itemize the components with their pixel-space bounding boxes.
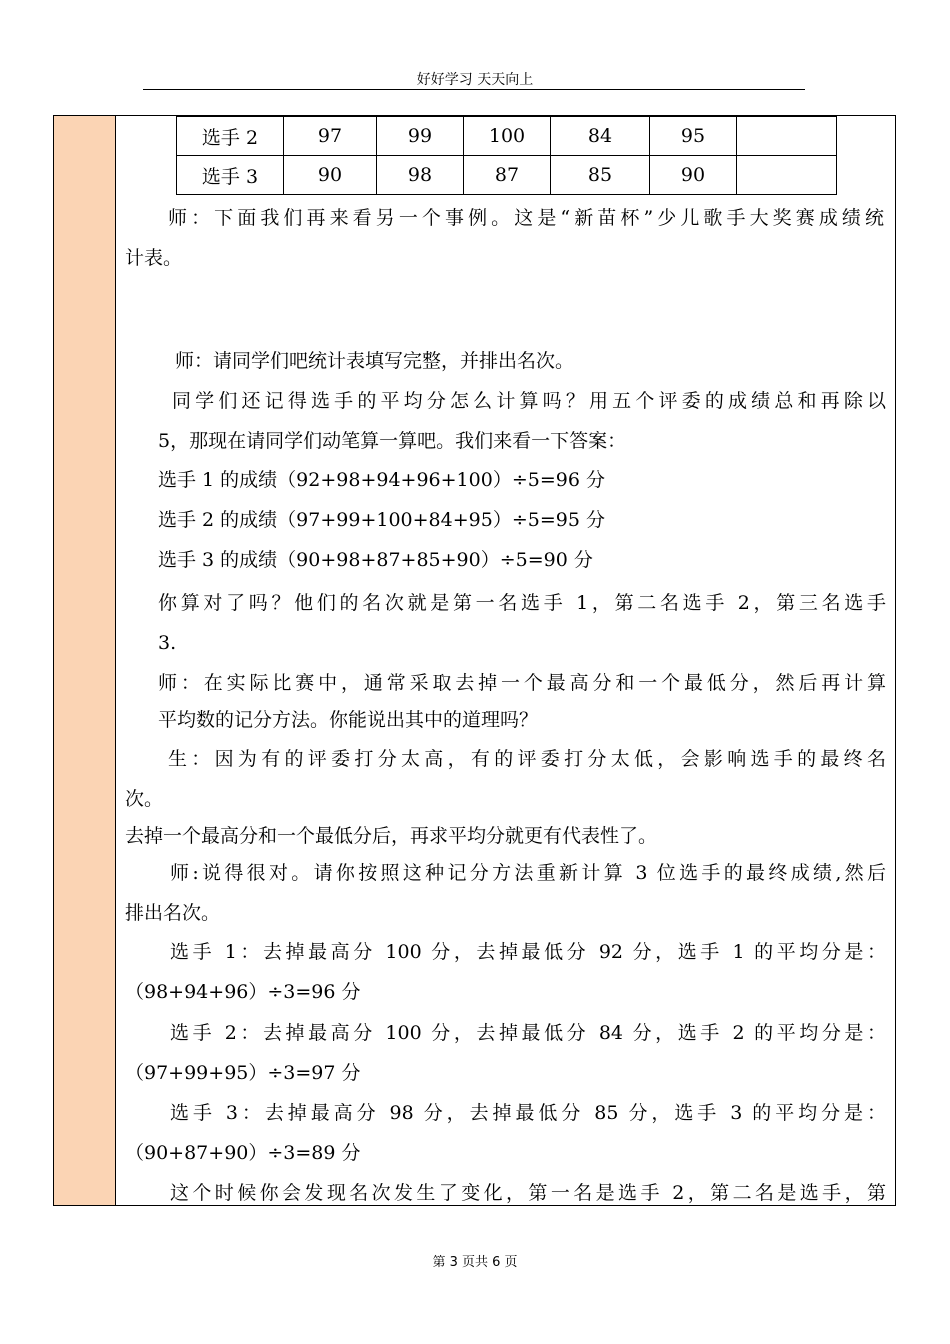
page-header-title: 好好学习 天天向上 <box>416 72 534 88</box>
paragraph-line: 5，那现在请同学们动笔算一算吧。我们来看一下答案： <box>158 430 627 452</box>
calculation-line: 选手 2 的成绩（97+99+100+84+95）÷5=95 分 <box>158 509 605 531</box>
paragraph-line: 生：因为有的评委打分太高，有的评委打分太低，会影响选手的最终名 <box>168 748 886 770</box>
paragraph-line: 同学们还记得选手的平均分怎么计算吗？用五个评委的成绩总和再除以 <box>172 390 886 412</box>
paragraph-line: 这个时候你会发现名次发生了变化，第一名是选手 2，第二名是选手，第 <box>170 1182 886 1204</box>
paragraph-line: （97+99+95）÷3=97 分 <box>125 1062 361 1084</box>
page-number: 第 3 页共 6 页 <box>432 1255 518 1270</box>
row-label: 选手 2 <box>177 117 284 156</box>
paragraph-line: 计表。 <box>125 247 183 269</box>
paragraph-line: 3. <box>158 632 177 654</box>
table-cell <box>737 156 837 195</box>
table-cell: 98 <box>377 156 464 195</box>
table-cell: 90 <box>650 156 737 195</box>
table-cell <box>737 117 837 156</box>
paragraph-line: 选手 1：去掉最高分 100 分，去掉最低分 92 分，选手 1 的平均分是： <box>170 941 886 963</box>
paragraph-line: 选手 3：去掉最高分 98 分，去掉最低分 85 分，选手 3 的平均分是： <box>170 1102 886 1124</box>
paragraph-line: 选手 2：去掉最高分 100 分，去掉最低分 84 分，选手 2 的平均分是： <box>170 1022 886 1044</box>
table-cell: 85 <box>551 156 650 195</box>
table-cell: 90 <box>284 156 377 195</box>
score-table <box>176 116 837 195</box>
paragraph-line: 去掉一个最高分和一个最低分后，再求平均分就更有代表性了。 <box>125 825 658 847</box>
paragraph-line: （90+87+90）÷3=89 分 <box>125 1142 361 1164</box>
table-cell: 87 <box>464 156 551 195</box>
paragraph-line: 次。 <box>125 788 164 810</box>
paragraph-line: （98+94+96）÷3=96 分 <box>125 981 361 1003</box>
paragraph-line: 平均数的记分方法。你能说出其中的道理吗？ <box>158 709 539 731</box>
table-row <box>177 156 837 195</box>
paragraph-line: 师：下面我们再来看另一个事例。这是“新苗杯”少儿歌手大奖赛成绩统 <box>168 207 884 229</box>
paragraph-line: 你算对了吗？他们的名次就是第一名选手 1，第二名选手 2，第三名选手 <box>158 592 886 614</box>
paragraph-line: 师:说得很对。请你按照这种记分方法重新计算 3 位选手的最终成绩,然后 <box>170 862 886 884</box>
header-rule <box>143 89 805 90</box>
paragraph-line: 师：在实际比赛中，通常采取去掉一个最高分和一个最低分，然后再计算 <box>158 672 886 694</box>
calculation-line: 选手 3 的成绩（90+98+87+85+90）÷5=90 分 <box>158 549 593 571</box>
calculation-line: 选手 1 的成绩（92+98+94+96+100）÷5=96 分 <box>158 469 605 491</box>
table-cell: 97 <box>284 117 377 156</box>
table-cell: 84 <box>551 117 650 156</box>
table-row <box>177 117 837 156</box>
paragraph-line: 师：请同学们吧统计表填写完整，并排出名次。 <box>175 350 575 372</box>
table-cell: 99 <box>377 117 464 156</box>
paragraph-line: 排出名次。 <box>125 902 221 924</box>
table-cell: 95 <box>650 117 737 156</box>
side-column <box>54 116 116 1205</box>
table-cell: 100 <box>464 117 551 156</box>
row-label: 选手 3 <box>177 156 284 195</box>
